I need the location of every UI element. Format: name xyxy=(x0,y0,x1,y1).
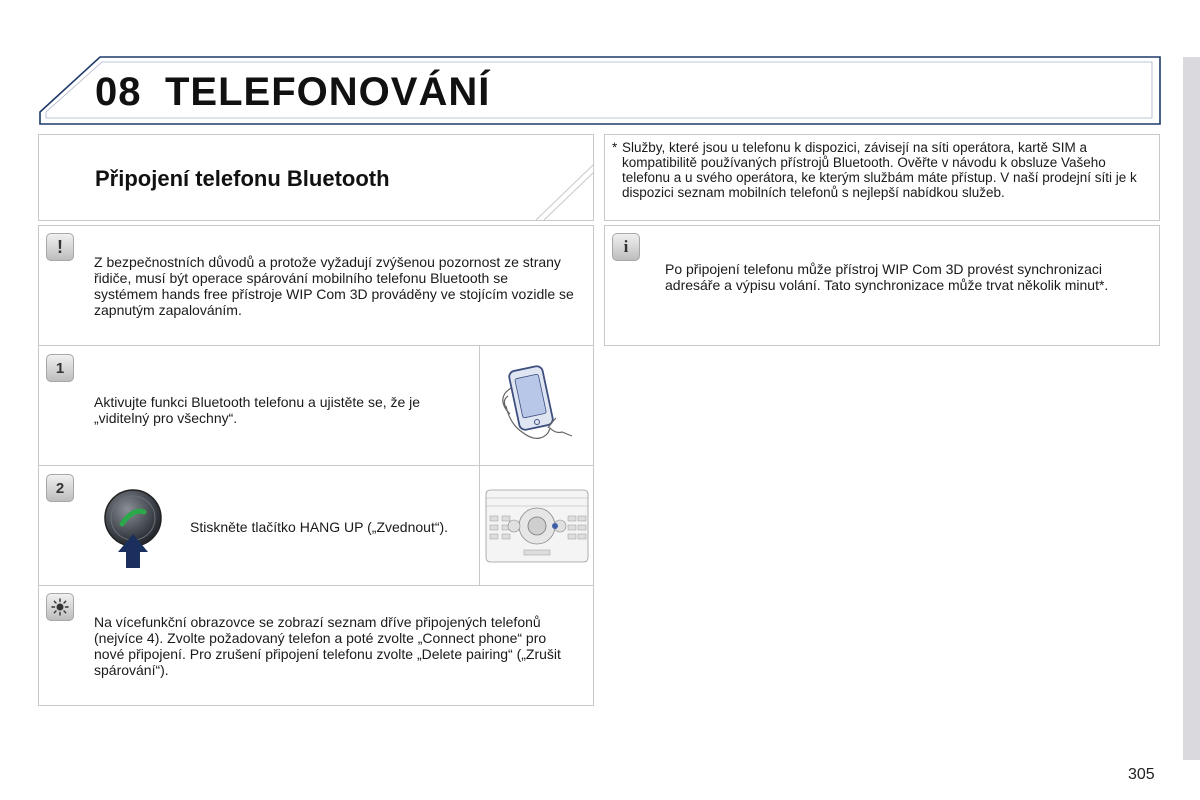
hang-up-button-icon xyxy=(100,488,170,570)
control-panel-icon xyxy=(484,486,590,566)
tip-text: Na vícefunkční obrazovce se zobrazí seznam dříve připojených telefonů (nejvíce 4). Zvolte požadovaný telefon a poté zvolte „Connect phone“ pro nové připojení. Pro zrušení připojení telefonu zvolte „Delete pairing“ („Zrušit spárování“). xyxy=(94,614,561,678)
lightbulb-icon xyxy=(46,593,74,621)
step-1-text: Aktivujte funkci Bluetooth telefonu a ujistěte se, že je „viditelný pro všechny“. xyxy=(94,394,421,426)
hand-phone-icon xyxy=(496,362,578,450)
warning-icon: ! xyxy=(46,233,74,261)
section-title: Připojení telefonu Bluetooth xyxy=(95,166,390,191)
footnote-marker: * xyxy=(612,140,618,155)
section-title-corner xyxy=(530,134,596,222)
footnote-text: Služby, které jsou u telefonu k dispozici, závisejí na síti operátora, kartě SIM a kompatibilitě používaných přístrojů Bluetooth. Ověřte v návodu k obsluze Vašeho telefonu a u svého operátora, ke kterým službám máte přístup. V naší prodejní síti je k dispozici seznam mobilních telefonů s nejlepší nabídkou služeb. xyxy=(622,140,1137,200)
page-number: 305 xyxy=(1128,766,1155,783)
step-2-badge: 2 xyxy=(46,474,74,502)
chapter-number: 08 xyxy=(95,70,142,114)
step-1-badge: 1 xyxy=(46,354,74,382)
warning-text: Z bezpečnostních důvodů a protože vyžadují zvýšenou pozornost ze strany řidiče, musí být operace spárování mobilního telefonu Bluetooth se systémem hands free přístroje WIP Com 3D prováděny ve stojícím vozidle se zapnutým zapalováním. xyxy=(94,254,574,318)
info-text: Po připojení telefonu může přístroj WIP Com 3D provést synchronizaci adresáře a výpisu volání. Tato synchronizace může trvat několik minut*. xyxy=(665,261,1109,293)
step-2-text: Stiskněte tlačítko HANG UP („Zvednout“). xyxy=(190,519,449,535)
info-icon: i xyxy=(612,233,640,261)
chapter-title: TELEFONOVÁNÍ xyxy=(165,70,491,114)
page-side-strip xyxy=(1183,57,1200,760)
footnote xyxy=(612,140,1152,200)
